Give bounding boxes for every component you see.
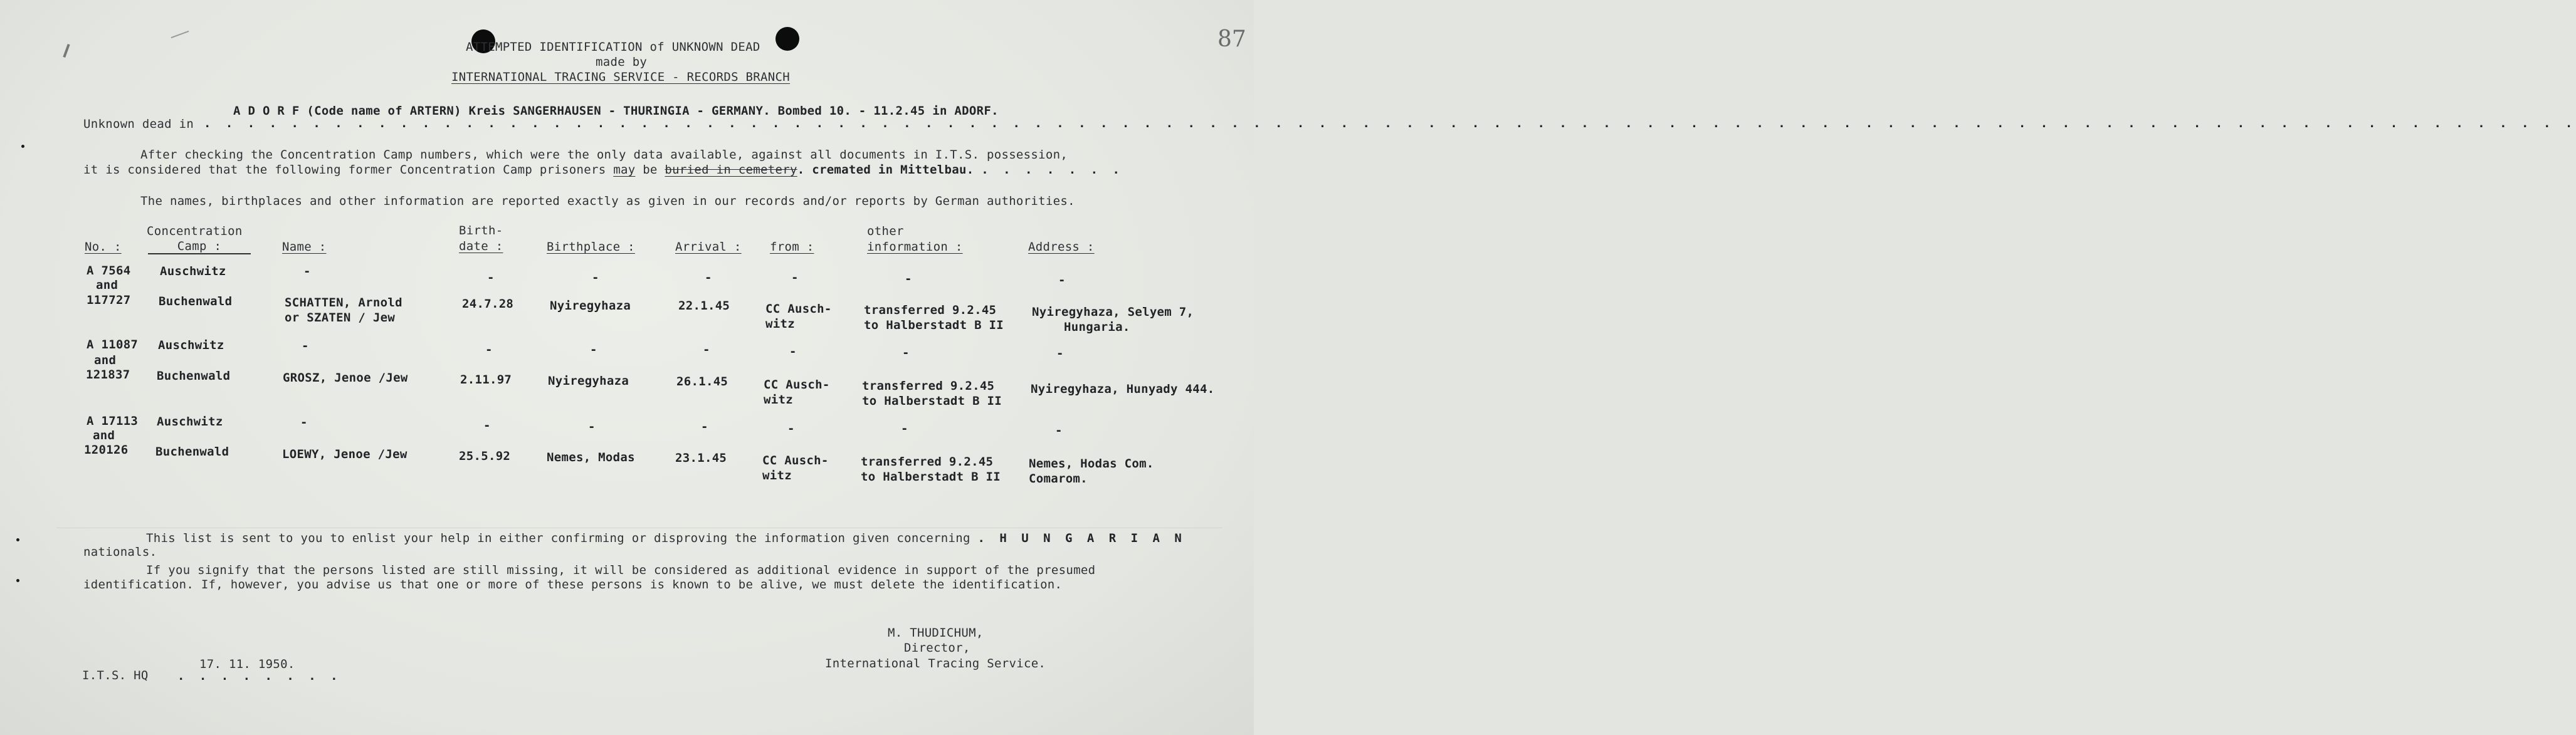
col-camp-top: Concentration (147, 224, 243, 238)
record-no-1: A 17113 (87, 414, 139, 428)
record-and: and (94, 353, 117, 367)
record-arrival: 23.1.45 (675, 451, 727, 465)
record-no-1: A 7564 (87, 264, 131, 278)
intro-line-2-text: it is considered that the following former Concentration Camp prisoners (83, 163, 606, 177)
record-from-2: witz (764, 393, 793, 407)
record-address-2: Hungaria. (1064, 320, 1130, 334)
col-from: from : (770, 240, 814, 254)
document-title: ATTEMPTED IDENTIFICATION of UNKNOWN DEAD (466, 40, 760, 54)
intro-dots: . . . . . . . (981, 163, 1123, 177)
record-address-1: Nemes, Hodas Com. (1029, 457, 1154, 471)
dash-birthplace: - (590, 343, 597, 357)
col-camp-bottom-label: Camp : (177, 239, 222, 253)
intro-line-1: After checking the Concentration Camp numbers, which were the only data available, against all documents in I.T.S. possession, (140, 148, 1068, 162)
col-other-bottom: information : (867, 240, 963, 254)
col-name: Name : (282, 240, 327, 254)
margin-pencil-mark (171, 31, 189, 38)
intro-may: may (613, 163, 636, 177)
signer-org: International Tracing Service. (825, 657, 1046, 670)
signer-name: M. THUDICHUM, (888, 626, 984, 640)
footer-p1-line1 (146, 531, 1185, 545)
record-no-2: 120126 (84, 443, 129, 457)
record-no-2: 117727 (87, 293, 131, 307)
dash-name: - (303, 264, 311, 278)
record-address-2: Comarom. (1029, 472, 1088, 486)
record-camp-1: Auschwitz (158, 338, 224, 352)
margin-dot (16, 538, 19, 541)
record-info-2: to Halberstadt B II (864, 318, 1004, 332)
col-birthplace: Birthplace : (547, 240, 635, 254)
record-birthplace: Nemes, Modas (547, 451, 635, 464)
footer-p2-line2: identification. If, however, you advise us that one or more of these persons is known to be alive, we must delete the identification. (83, 578, 1063, 592)
margin-dot (21, 145, 24, 148)
record-birthplace: Nyiregyhaza (548, 374, 629, 388)
col-birthdate-top: Birth- (459, 224, 503, 237)
record-camp-1: Auschwitz (157, 415, 223, 429)
record-birthdate: 2.11.97 (460, 373, 512, 387)
location-dots: . . . . . . . . . . . . . . . . . . . . . . . . . . . . . . . . . . . . . . . . . . . . . . . . . . . . . . . . . . . . . . . . . . . . . . . . . . . . . . . . . . . . . . . . . . . . . . . . . . . . . . . . . . . . . (204, 117, 2576, 130)
hq-label: I.T.S. HQ (82, 669, 149, 682)
record-birthdate: 24.7.28 (462, 297, 514, 311)
dash-birthdate: - (483, 419, 491, 432)
page-number: 87 (1217, 26, 1246, 52)
branch-title: INTERNATIONAL TRACING SERVICE - RECORDS BRANCH (451, 70, 790, 84)
record-name-2: or SZATEN / Jew (285, 311, 396, 325)
record-info-1: transferred 9.2.45 (864, 303, 997, 317)
record-no-2: 121837 (86, 368, 130, 382)
record-address-1: Nyiregyhaza, Selyem 7, (1032, 305, 1194, 319)
col-address: Address : (1028, 240, 1095, 254)
record-birthplace: Nyiregyhaza (550, 299, 631, 313)
record-name-1: GROSZ, Jenoe /Jew (283, 371, 408, 385)
dash-address: - (1055, 424, 1063, 437)
location-label: Unknown dead in (83, 117, 194, 131)
nationality-text: . H U N G A R I A N (977, 531, 1185, 545)
dash-info: - (901, 422, 908, 435)
dash-address: - (1058, 273, 1066, 287)
dash-from: - (787, 422, 795, 435)
punch-hole-right (775, 27, 799, 51)
col-birthdate-bottom: date : (459, 239, 503, 253)
record-info-2: to Halberstadt B II (861, 470, 1001, 484)
record-arrival: 22.1.45 (678, 299, 730, 313)
record-camp-1: Auschwitz (160, 264, 226, 278)
intro-line-2 (83, 163, 1123, 177)
location-place: A D O R F (Code name of ARTERN) Kreis SANGERHAUSEN - THURINGIA - GERMANY. Bombed 10. - 11.2.45 in ADORF. (233, 104, 999, 118)
col-arrival: Arrival : (675, 240, 742, 254)
dash-from: - (791, 271, 799, 284)
dash-birthplace: - (592, 271, 599, 284)
record-address-1: Nyiregyhaza, Hunyady 444. (1031, 382, 1215, 396)
record-from-1: CC Ausch- (765, 302, 832, 316)
margin-pencil-mark (63, 44, 70, 58)
record-from-1: CC Ausch- (764, 378, 830, 392)
record-and: and (96, 278, 118, 292)
intro-buried-struck: buried in cemetery (665, 163, 797, 177)
dash-arrival: - (703, 343, 710, 357)
dash-birthdate: - (487, 271, 495, 284)
record-name-1: SCHATTEN, Arnold (285, 296, 402, 310)
record-info-1: transferred 9.2.45 (861, 455, 994, 469)
record-arrival: 26.1.45 (676, 375, 728, 388)
dash-arrival: - (701, 420, 708, 434)
record-from-1: CC Ausch- (762, 454, 829, 467)
record-camp-2: Buchenwald (159, 295, 233, 308)
document-date: 17. 11. 1950. (199, 657, 295, 671)
dash-info: - (902, 346, 910, 360)
dash-birthdate: - (485, 343, 493, 357)
footer-p1-line2: nationals. (83, 545, 157, 559)
dash-name: - (300, 415, 308, 429)
record-camp-2: Buchenwald (157, 369, 231, 383)
record-info-1: transferred 9.2.45 (862, 379, 995, 393)
names-note: The names, birthplaces and other information are reported exactly as given in our records and/or reports by German authorities. (140, 194, 1075, 208)
record-from-2: witz (762, 469, 792, 482)
intro-cremated: . cremated in Mittelbau. (797, 163, 974, 177)
footer-p2-line1: If you signify that the persons listed are still missing, it will be considered as additional evidence in support of the presumed (146, 563, 1096, 577)
hq-dots: . . . . . . . . (177, 669, 342, 683)
record-info-2: to Halberstadt B II (862, 394, 1002, 408)
footer-p1-text: This list is sent to you to enlist your help in either confirming or disproving the information given concerning (146, 531, 970, 545)
dash-address: - (1056, 347, 1064, 360)
record-from-2: witz (765, 317, 795, 331)
made-by-text: made by (596, 55, 648, 69)
col-no: No. : (85, 240, 122, 254)
record-no-1: A 11087 (87, 338, 139, 352)
record-and: and (93, 429, 115, 442)
col-camp-bottom (148, 239, 251, 254)
margin-dot (16, 579, 19, 582)
record-camp-2: Buchenwald (155, 445, 229, 459)
intro-be: be (643, 163, 658, 177)
record-name-1: LOEWY, Jenoe /Jew (282, 447, 407, 461)
dash-name: - (302, 339, 309, 353)
col-other-top: other (867, 224, 904, 238)
signer-title: Director, (904, 641, 970, 655)
dash-birthplace: - (588, 420, 596, 434)
record-birthdate: 25.5.92 (459, 449, 511, 463)
dash-arrival: - (705, 271, 712, 284)
dash-from: - (789, 345, 797, 358)
dash-info: - (905, 272, 912, 286)
